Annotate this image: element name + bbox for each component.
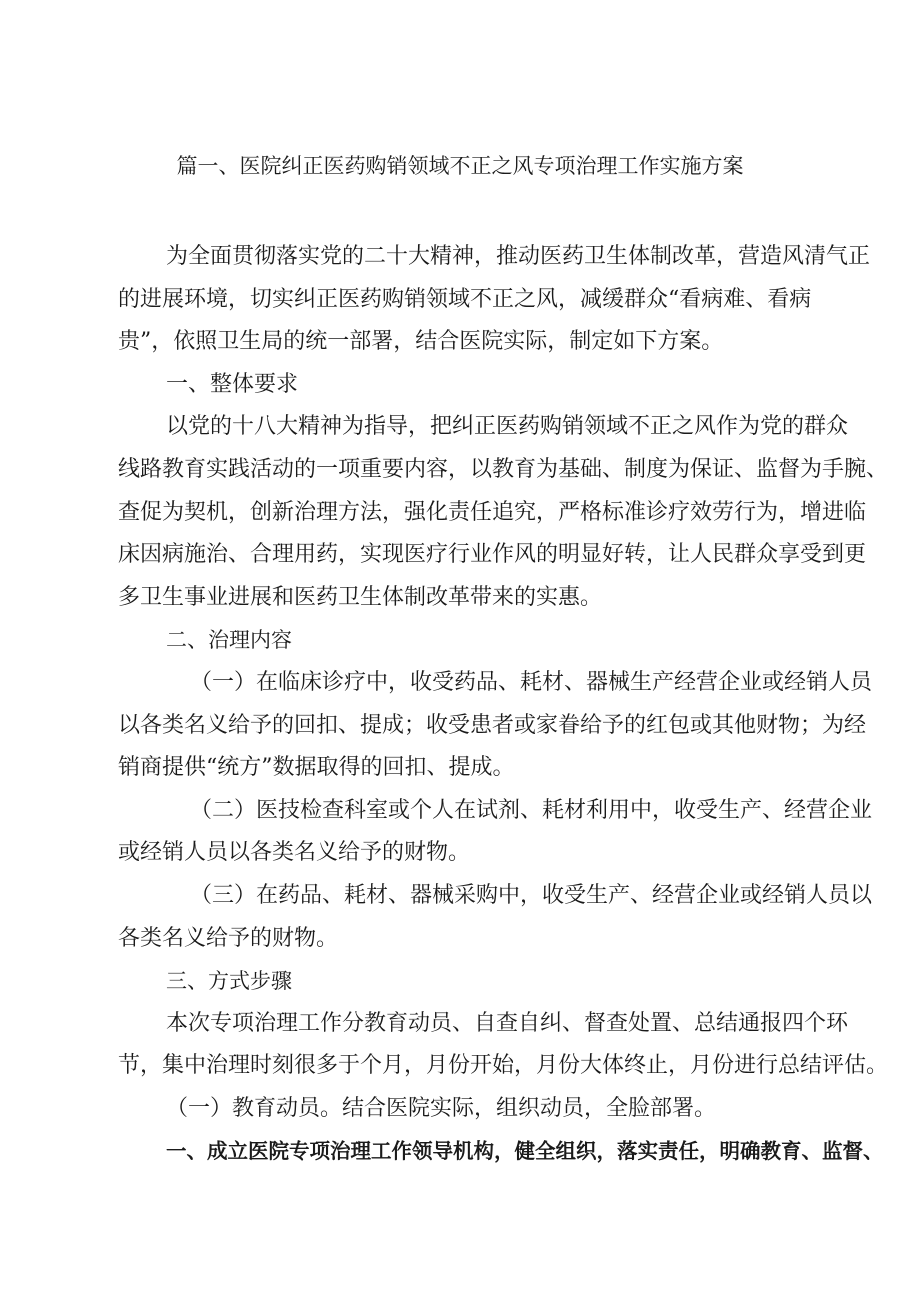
paragraph-line: 本次专项治理工作分教育动员、自查自纠、督查处置、总结通报四个环 [166,1010,849,1036]
paragraph-line: 查促为契机，创新治理方法，强化责任追究，严格标准诊疗效劳行为，增进临 [118,499,867,525]
paragraph-line: 一、成立医院专项治理工作领导机构，健全组织，落实责任，明确教育、监督、 [166,1139,884,1164]
paragraph-line: 以各类名义给予的回扣、提成；收受患者或家眷给予的红包或其他财物；为经 [118,712,867,738]
paragraph-line: 销商提供“统方”数据取得的回扣、提成。 [118,755,515,781]
paragraph-line: 为全面贯彻落实党的二十大精神，推动医药卫生体制改革，营造风清气正 [166,244,871,269]
section-heading: 三、方式步骤 [166,969,292,994]
document-title: 篇一、医院纠正医药购销领域不正之风专项治理工作实施方案 [176,154,744,178]
paragraph-line: （三）在药品、耗材、器械采购中，收受生产、经营企业或经销人员以 [190,882,873,908]
paragraph-line: 节，集中治理时刻很多于个月，月份开始，月份大体终止，月份进行总结评估。 [118,1053,889,1079]
paragraph-line: 贵”，依照卫生局的统一部署，结合医院实际，制定如下方案。 [118,329,724,355]
section-heading: 二、治理内容 [166,628,292,653]
paragraph-line: 多卫生事业进展和医药卫生体制改革带来的实惠。 [118,584,603,610]
paragraph-line: 线路教育实践活动的一项重要内容，以教育为基础、制度为保证、监督为手腕、 [118,456,889,482]
paragraph-line: 各类名义给予的财物。 [118,925,339,951]
paragraph-line: 床因病施治、合理用药，实现医疗行业作风的明显好转，让人民群众享受到更 [118,542,867,568]
paragraph-line: （二）医技检查科室或个人在试剂、耗材利用中，收受生产、经营企业 [190,797,873,823]
paragraph-line: （一）教育动员。结合医院实际，组织动员，全脸部署。 [166,1095,717,1121]
paragraph-line: （一）在临床诊疗中，收受药品、耗材、器械生产经营企业或经销人员 [190,669,873,695]
document-body [118,236,898,1173]
paragraph-line: 的进展环境，切实纠正医药购销领域不正之风，减缓群众“看病难、看病 [118,286,812,312]
paragraph-line: 以党的十八大精神为指导，把纠正医药购销领域不正之风作为党的群众 [166,414,849,440]
section-heading: 一、整体要求 [166,371,299,397]
paragraph-line: 或经销人员以各类名义给予的财物。 [118,840,471,866]
